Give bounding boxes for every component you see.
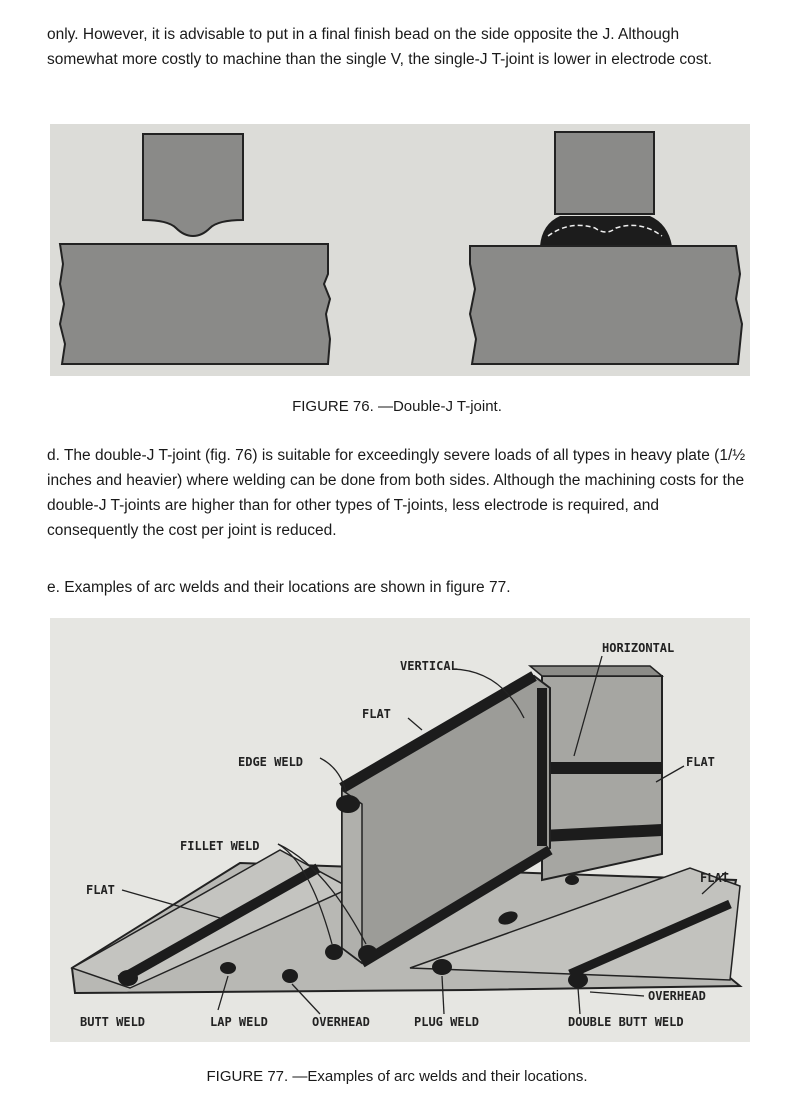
- label-overhead-right: OVERHEAD: [648, 989, 706, 1003]
- label-butt-weld: BUTT WELD: [80, 1015, 146, 1029]
- label-flat-far-right: FLAT: [700, 871, 729, 885]
- label-vertical: VERTICAL: [400, 659, 458, 673]
- label-overhead-bottom: OVERHEAD: [312, 1015, 370, 1029]
- label-flat-right: FLAT: [686, 755, 715, 769]
- label-double-butt-weld: DOUBLE BUTT WELD: [568, 1015, 684, 1029]
- paragraph-d: d. The double-J T-joint (fig. 76) is suitable for exceedingly severe loads of all types in heavy plate (1/½ inches and heavier) where welding can be done from both sides. Although the machining costs for the double-J T-joints are higher than for other types of T-joints, less electrode is required, and consequently the cost per joint is reduced.: [47, 447, 746, 539]
- label-plug-weld: PLUG WELD: [414, 1015, 480, 1029]
- label-flat-top: FLAT: [362, 707, 391, 721]
- label-edge-weld: EDGE WELD: [238, 755, 304, 769]
- intro-paragraph: only. However, it is advisable to put in a final finish bead on the side opposite the J. Although somewhat more costly to machine than the single V, the single-J T-joint is lower in electrode cost.: [47, 26, 713, 68]
- figure-76-illustration: [50, 124, 750, 376]
- figure-76-caption: FIGURE 76. —Double-J T-joint.: [292, 398, 502, 415]
- paragraph-e: e. Examples of arc welds and their locations are shown in figure 77.: [47, 579, 511, 596]
- label-lap-weld: LAP WELD: [210, 1015, 268, 1029]
- figure-77-caption: FIGURE 77. —Examples of arc welds and their locations.: [206, 1068, 588, 1085]
- label-flat-left: FLAT: [86, 883, 115, 897]
- label-fillet-weld: FILLET WELD: [180, 839, 260, 853]
- figure-77-illustration: [50, 618, 750, 1042]
- label-horizontal: HORIZONTAL: [602, 641, 675, 655]
